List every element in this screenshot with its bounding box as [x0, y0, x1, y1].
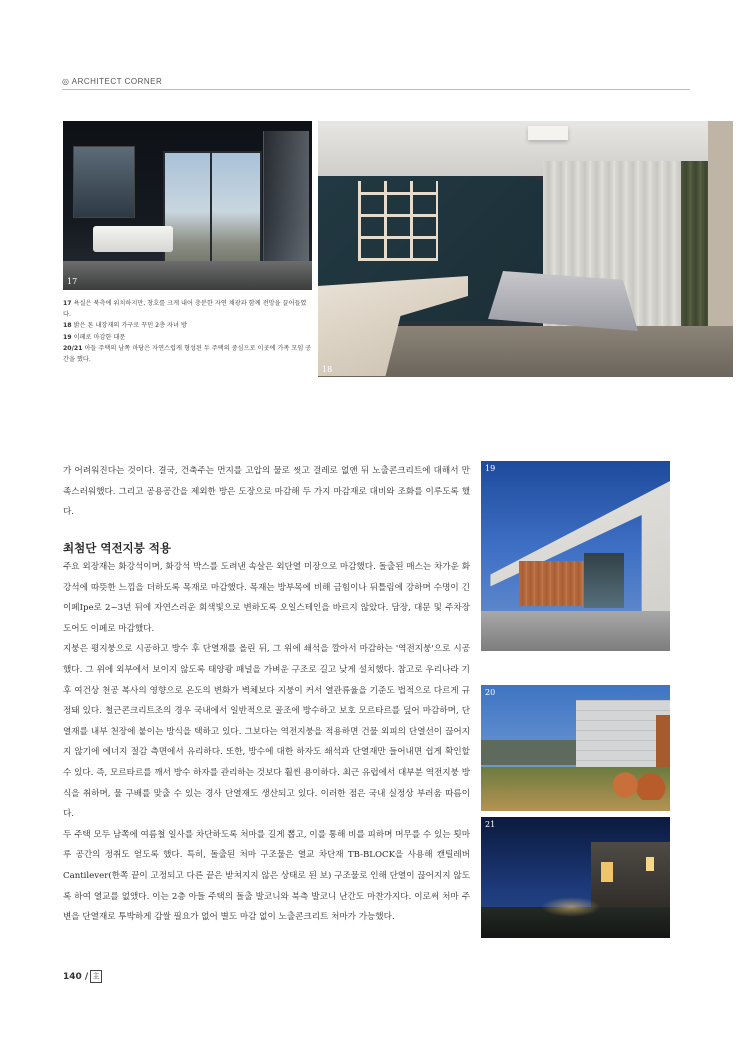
section-label: ◎ ARCHITECT CORNER	[62, 77, 163, 86]
photo-number: 18	[322, 365, 333, 374]
caption-19	[63, 333, 313, 344]
ground	[481, 611, 670, 651]
glass-opening	[584, 553, 624, 608]
ceiling-light	[528, 126, 568, 140]
body-intro	[63, 461, 470, 523]
caption-18	[63, 321, 313, 332]
intro-paragraph: 가 어려워진다는 것이다. 결국, 건축주는 먼지를 고압의 물로 씻고 걸레로 없앤 뒤 노출콘크리트에 대해서 만족스러워했다. 그리고 공용공간을 제외한 방은 도장으로 마감해 두 가지 마감재로 대비와 조화를 이루도록 했다.	[63, 466, 470, 518]
caption-num: 18	[63, 322, 72, 329]
wall-shelf	[358, 181, 438, 261]
photo-captions	[63, 299, 313, 366]
curtain-dark	[681, 161, 711, 346]
caption-20-21	[63, 344, 313, 365]
mirror	[73, 146, 135, 218]
wooden-gate	[519, 561, 584, 606]
photo-number: 21	[485, 820, 496, 829]
photo-gate	[481, 461, 670, 651]
magazine-logo-icon: 主	[90, 970, 102, 983]
floor	[63, 261, 312, 290]
light-glow	[541, 897, 601, 917]
paragraph-1: 주요 외장재는 화강석이며, 화강석 박스를 도려낸 속살은 외단열 미장으로 마감했다. 돌출된 매스는 차가운 화강석에 따뜻한 느낌을 더하도록 목재로 마감했다. 목재는 방부목에 비해 금힘이나 뒤틀림에 강하며 수명이 긴 이페Ipe로 2~3년 뒤에 자연스러운 회색빛으로 변하도록 오일스테인을 바르지 않았다. 담장, 대문 및 주차장 도어도 이페로 마감했다.	[63, 562, 470, 634]
shrubs	[606, 770, 670, 800]
paragraph-2: 지붕은 평지붕으로 시공하고 방수 후 단열재를 올린 뒤, 그 위에 쇄석을 깔아서 마감하는 '역전지붕'으로 시공했다. 그 위에 외부에서 보이지 않도록 태양광 패널을 가벼운 구조로 길고 낮게 설치했다. 참고로 우리나라 기후 여건상 천공 복사의 영향으로 온도의 변화가 벽체보다 지붕이 커서 열관류율을 기준도 법적으로 다르게 규정돼 있다. 철근콘크리트조의 경우 국내에서 일반적으로 골조에 방수하고 보호 모르타르를 덮어 마감하며, 단열재를 내부 천장에 붙이는 방식을 택하고 있다. 그보다는 역전지붕을 적용하면 건물 외피의 단열선이 끊어지지 않기에 에너지 절감 측면에서 유리하다. 또한, 방수에 대한 하자도 쇄석과 단열재만 들어내면 쉽게 확인할 수 있다. 즉, 모르타르를 깨서 방수 하자를 관리하는 것보다 훨씬 용이하다. 최근 유럽에서 대부분 역전지붕 방식을 취하며, 물 구배를 맞출 수 있는 경사 단열재도 생산되고 있다. 이러한 점은 국내 실정상 부러움 따름이다.	[63, 644, 470, 820]
body-main	[63, 557, 470, 928]
lit-window	[601, 862, 613, 882]
photo-bedroom	[318, 121, 733, 377]
lit-window	[646, 857, 654, 871]
photo-bathroom	[63, 121, 312, 290]
wood-cladding	[656, 715, 670, 775]
photo-number: 20	[485, 688, 496, 697]
caption-text: 아들 주택의 남쪽 마당은 자연스럽게 형성된 두 주택의 중심으로 이곳에 가족 모임 공간을 했다.	[63, 345, 312, 363]
photo-yard-night	[481, 817, 670, 938]
photo-yard-day	[481, 685, 670, 811]
caption-num: 20/21	[63, 345, 83, 352]
page-number: 140 /	[63, 972, 89, 982]
photo-number: 17	[67, 277, 78, 286]
bed	[488, 271, 638, 331]
caption-text: 이페로 마감한 대문	[73, 333, 126, 341]
caption-17	[63, 299, 313, 320]
section-heading: 최첨단 역전지붕 적용	[63, 541, 171, 555]
photo-number: 19	[485, 464, 496, 473]
paragraph-3: 두 주택 모두 남쪽에 여름철 일사를 차단하도록 처마를 길게 뽑고, 이를 통해 비를 피하며 머무를 수 있는 툇마루 공간의 정취도 얻도록 했다. 특히, 돌출된 처마 구조물은 열교 차단재 TB-BLOCK을 사용해 캔틸레버Cantilever(한쪽 끝이 고정되고 다른 끝은 받쳐지지 않은 상태로 된 보) 구조물로 인해 단열이 끊어지지 않도록 하여 열교를 없앴다. 이는 2층 아들 주택의 돌출 발코니와 북측 발코니 난간도 마찬가지다. 이로써 처마 주변을 단열재로 투박하게 감쌀 필요가 없어 별도 마감 없이 노출콘크리트 처마가 가능했다.	[63, 829, 470, 923]
low-building	[481, 740, 591, 765]
caption-text: 밝은 톤 내장재의 가구로 꾸민 2층 자녀 방	[73, 322, 187, 329]
caption-num: 19	[63, 333, 72, 341]
sink	[93, 226, 173, 252]
caption-text: 욕실은 북측에 위치하지만, 창호를 크게 내어 충분한 자연 채광과 함께 전망을 끌어들였다.	[63, 300, 307, 318]
header-divider	[62, 89, 690, 90]
caption-num: 17	[63, 300, 72, 307]
